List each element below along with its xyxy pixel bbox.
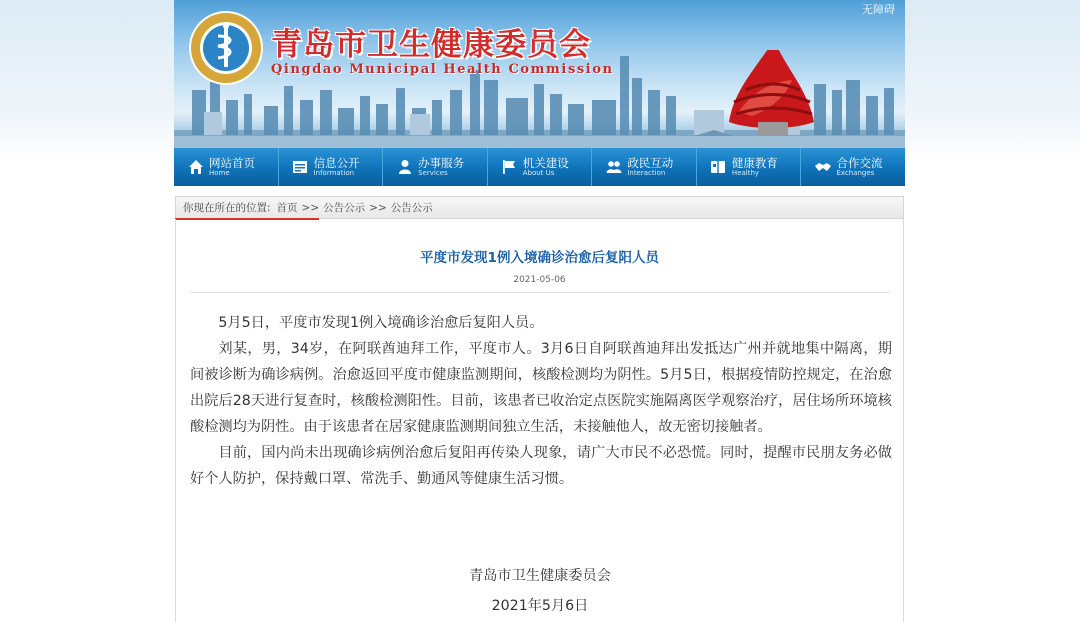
nav-item-interaction[interactable] [592,148,697,186]
article-paragraph: 刘某，男，34岁，在阿联酋迪拜工作，平度市人。3月6日自阿联酋迪拜出发抵达广州并就地集中隔离，期间被诊断为确诊病例。治愈返回平度市健康监测期间，核酸检测均为阴性。5月5日，根据疫情防控规定，在治愈出院后28天进行复查时，核酸检测阳性。目前，该患者已收治定点医院实施隔离医学观察治疗，居住场所环境核酸检测均为阴性。由于该患者在居家健康监测期间独立生活，未接触他人，故无密切接触者。 [190,341,892,435]
nav-label: 网站首页 [209,155,255,170]
document-icon [292,159,309,176]
site-title: 青岛市卫生健康委员会 [271,27,591,63]
nav-item-services[interactable] [383,148,488,186]
nav-label: 合作交流 [836,155,883,170]
article-paragraph: 目前，国内尚未出现确诊病例治愈后复阳再传染人现象，请广大市民不必恐慌。同时，提醒市民朋友务必做好个人防护，保持戴口罩、常洗手、勤通风等健康生活习惯。 [190,445,892,487]
article-title: 平度市发现1例入境确诊治愈后复阳人员 [420,250,659,266]
breadcrumb-separator: >> [369,201,387,214]
nav-label: 机关建设 [522,155,569,170]
breadcrumb-announcements-link[interactable]: 公告公示 [323,202,366,214]
nav-sublabel: Interaction [627,168,666,177]
article-signature-block [190,561,890,621]
breadcrumb-prefix: 你现在所在的位置: [183,202,271,214]
may-wind-sculpture [729,50,814,136]
page-container [174,0,905,622]
handshake-icon [814,159,831,176]
accessibility-link[interactable]: 无障碍 [862,3,895,16]
breadcrumb [175,196,904,219]
article-signature: 青岛市卫生健康委员会 [469,568,611,584]
main-nav [174,148,905,186]
title-divider [190,292,890,293]
header-banner [174,0,905,148]
nav-label: 信息公开 [313,155,360,170]
book-icon [710,159,727,176]
nav-sublabel: Healthy [731,168,760,177]
article-paragraph: 5月5日，平度市发现1例入境确诊治愈后复阳人员。 [218,315,544,331]
breadcrumb-separator: >> [301,201,320,214]
breadcrumb-home-link[interactable]: 首页 [276,202,298,214]
nav-sublabel: Services [418,168,448,177]
nav-item-exchanges[interactable] [801,148,905,186]
nav-item-home[interactable] [174,148,279,186]
site-title-english: Qingdao Municipal Health Commission [271,62,614,77]
nav-sublabel: Information [313,168,355,177]
nav-sublabel: Exchanges [836,168,875,177]
nav-label: 办事服务 [418,155,465,170]
nav-sublabel: Home [209,168,230,177]
nav-label: 政民互动 [627,155,674,170]
home-icon [187,159,204,176]
article-date: 2021-05-06 [513,275,566,285]
people-icon [605,159,622,176]
flag-icon [501,159,518,176]
article-body [190,310,892,492]
nav-label: 健康教育 [731,155,778,170]
person-icon [396,159,413,176]
article-sign-date: 2021年5月6日 [491,598,589,614]
commission-logo[interactable] [188,10,264,86]
nav-item-about[interactable] [488,148,593,186]
breadcrumb-current-link[interactable]: 公告公示 [390,202,433,214]
nav-item-information[interactable] [279,148,384,186]
nav-item-health-education[interactable] [697,148,802,186]
nav-sublabel: About Us [522,168,555,177]
